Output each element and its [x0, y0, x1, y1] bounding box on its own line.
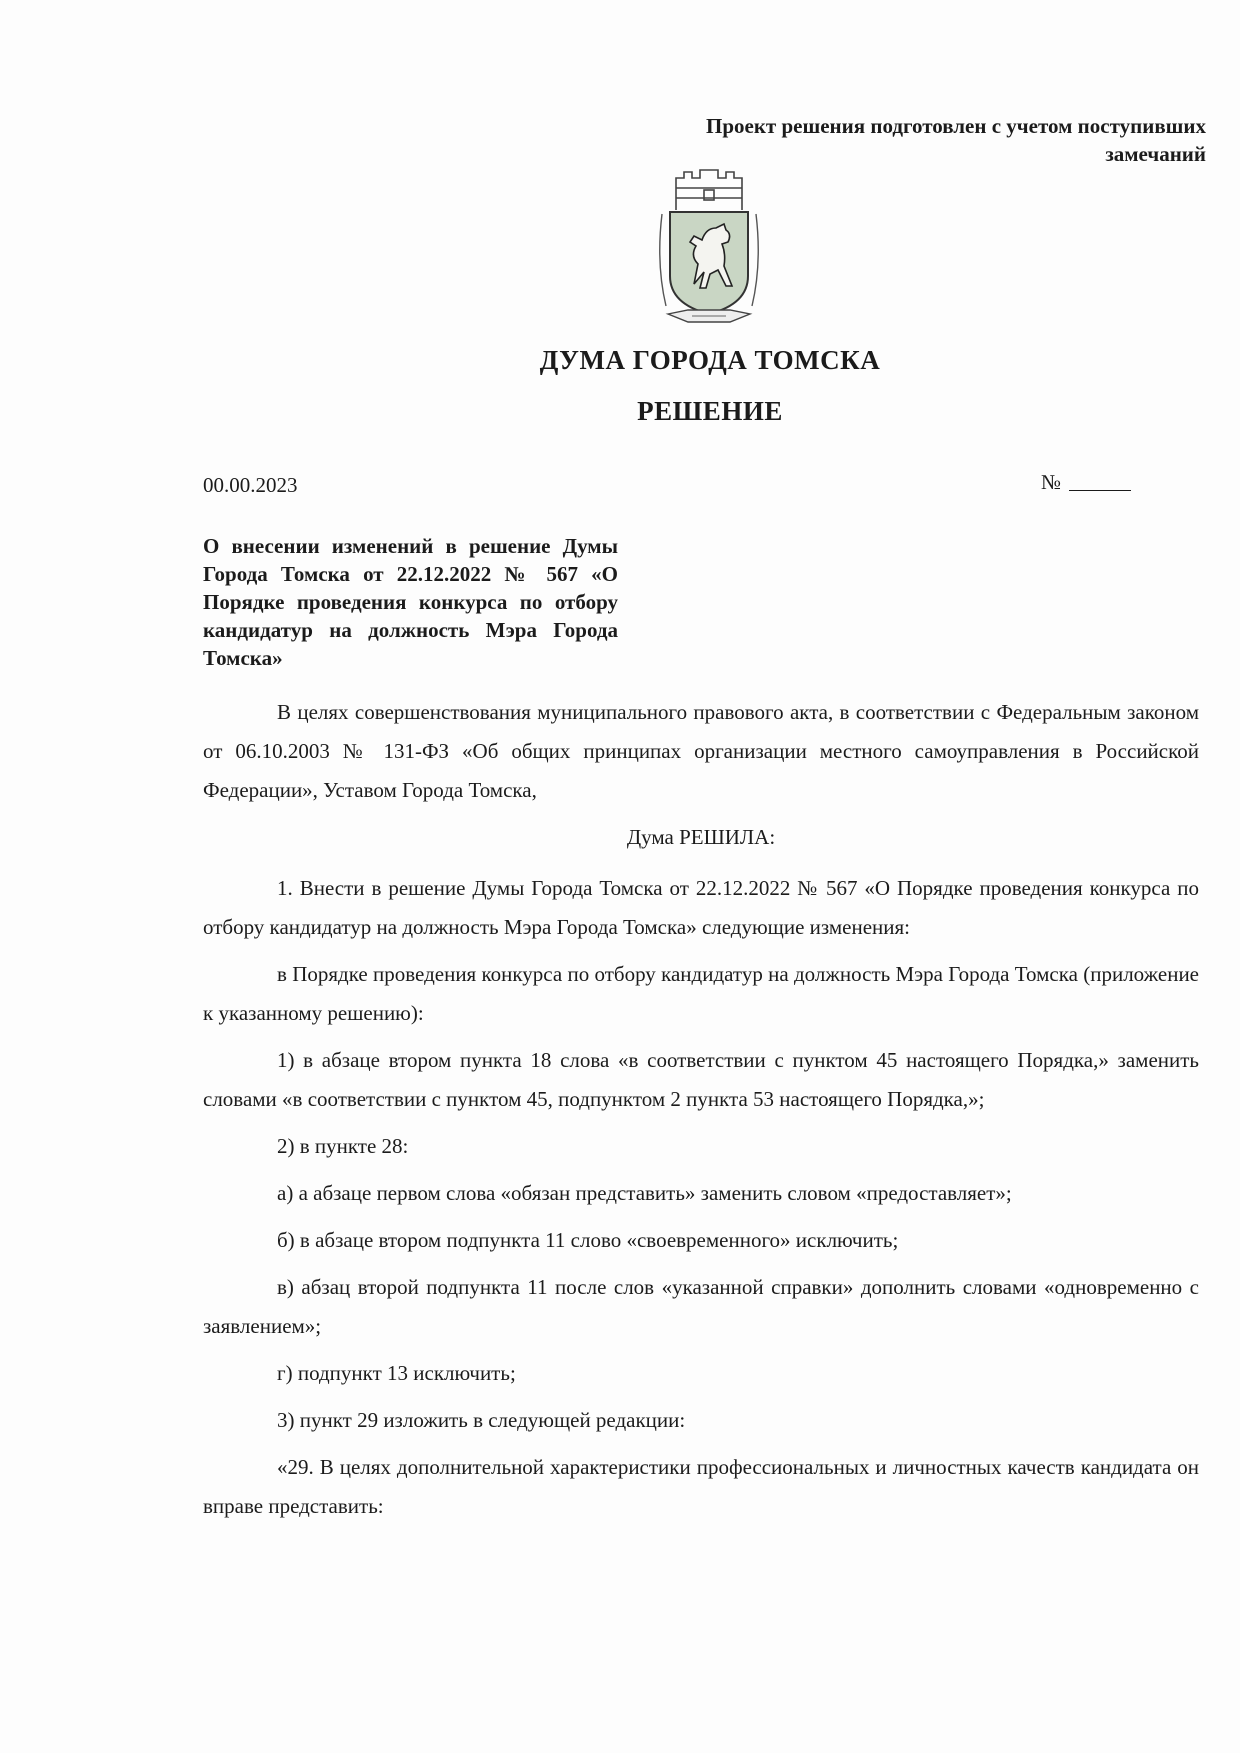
draft-note: Проект решения подготовлен с учетом поступивших замечаний	[705, 114, 1206, 166]
decision-body	[203, 693, 1199, 1534]
tomsk-coat-of-arms-icon	[654, 164, 764, 332]
decision-date: 00.00.2023	[203, 473, 298, 497]
decision-number	[1041, 470, 1131, 495]
clause-paragraph: в Порядке проведения конкурса по отбору кандидатур на должность Мэра Города Томска (приложение к указанному решению):	[203, 962, 1199, 1025]
number-blank	[1069, 490, 1131, 491]
clause-paragraph: 1. Внести в решение Думы Города Томска от 22.12.2022 № 567 «О Порядке проведения конкурса по отбору кандидатур на должность Мэра Города Томска» следующие изменения:	[203, 876, 1199, 939]
decision-subject: О внесении изменений в решение Думы Города Томска от 22.12.2022 № 567 «О Порядке проведения конкурса по отбору кандидатур на должность Мэра Города Томска»	[203, 534, 618, 670]
document-type: РЕШЕНИЕ	[637, 396, 783, 426]
resolution-heading: Дума РЕШИЛА:	[626, 825, 776, 849]
clause-paragraph: «29. В целях дополнительной характеристики профессиональных и личностных качеств кандидата он вправе представить:	[203, 1455, 1199, 1518]
clause-paragraph: 1) в абзаце втором пункта 18 слова «в соответствии с пунктом 45 настоящего Порядка,» заменить словами «в соответствии с пунктом 45, подпунктом 2 пункта 53 настоящего Порядка,»;	[203, 1048, 1199, 1111]
number-label: №	[1041, 470, 1062, 494]
organization-title: ДУМА ГОРОДА ТОМСКА	[539, 345, 881, 375]
clause-paragraph: г) подпункт 13 исключить;	[277, 1361, 516, 1385]
clause-paragraph: 3) пункт 29 изложить в следующей редакции:	[277, 1408, 686, 1432]
clause-paragraph: в) абзац второй подпункта 11 после слов «указанной справки» дополнить словами «одновременно с заявлением»;	[203, 1275, 1199, 1338]
clause-paragraph: б) в абзаце втором подпункта 11 слово «своевременного» исключить;	[277, 1228, 899, 1252]
clause-paragraph: 2) в пункте 28:	[277, 1134, 409, 1158]
preamble-paragraph: В целях совершенствования муниципального правового акта, в соответствии с Федеральным законом от 06.10.2003 № 131-ФЗ «Об общих принципах организации местного самоуправления в Российской Федерации», Уставом Города Томска,	[203, 700, 1199, 802]
clause-paragraph: а) а абзаце первом слова «обязан представить» заменить словом «предоставляет»;	[277, 1181, 1012, 1205]
